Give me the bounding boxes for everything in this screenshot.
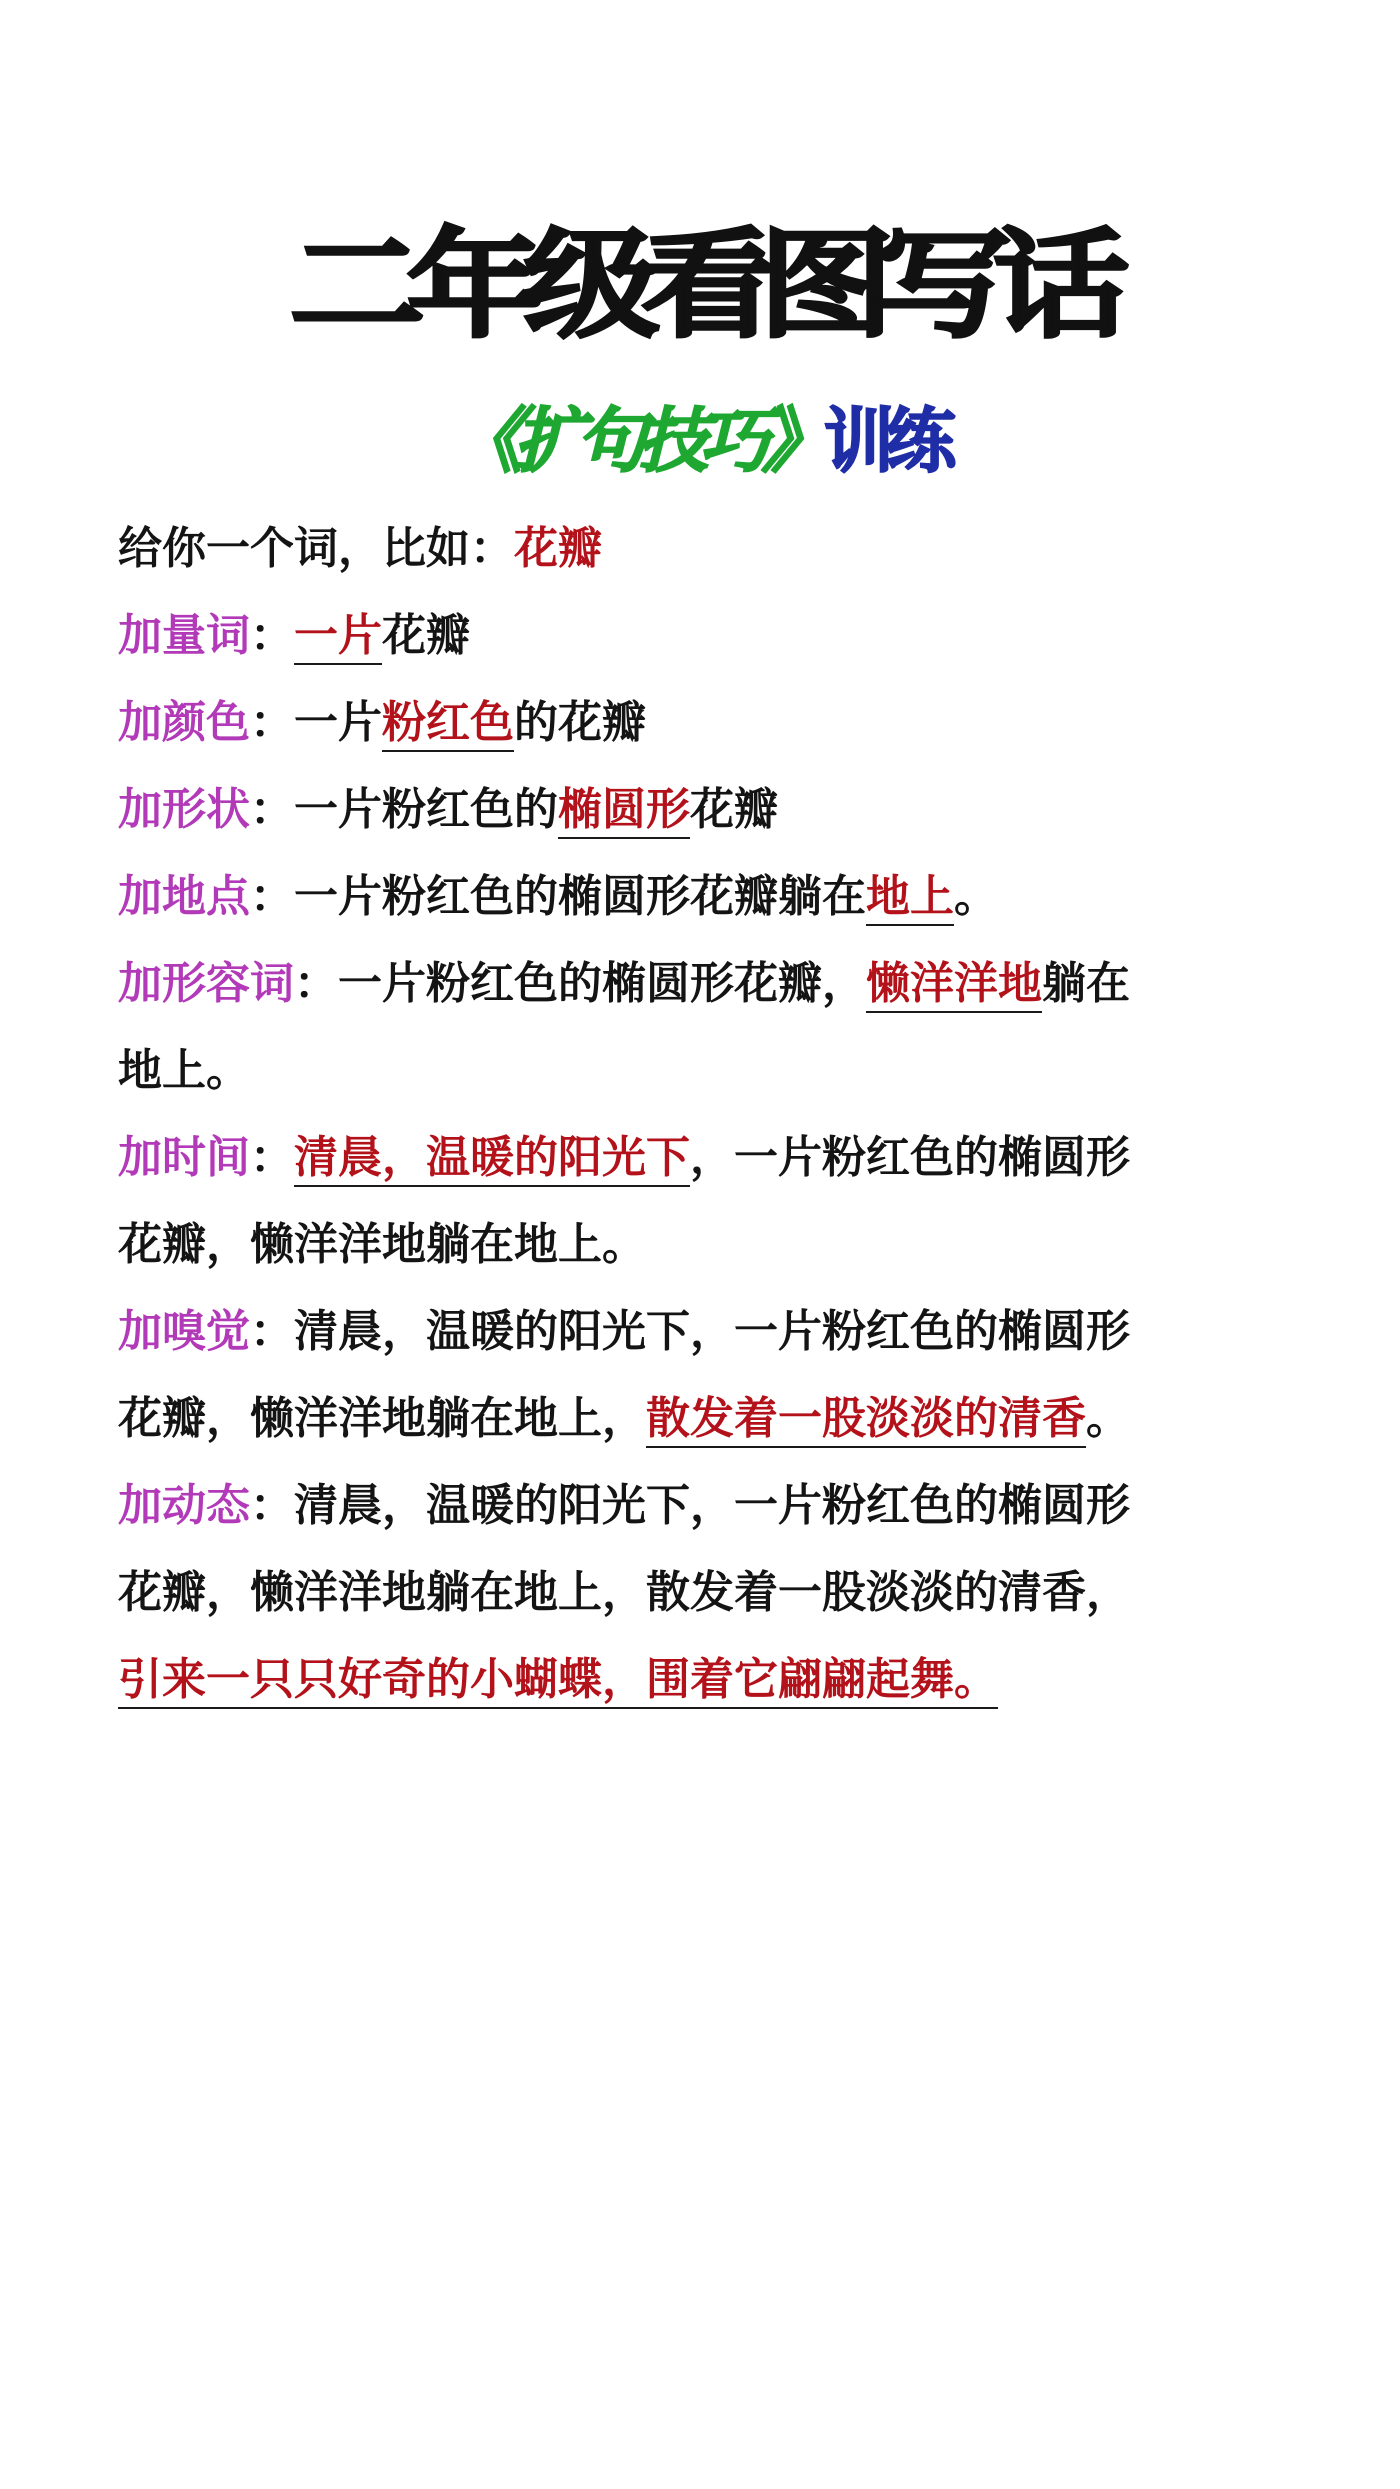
step-shape	[118, 766, 1308, 853]
step-highlight: 散发着一股淡淡的清香	[646, 1393, 1086, 1448]
intro-text: 给你一个词，比如：	[118, 523, 514, 574]
step-highlight: 椭圆形	[558, 784, 690, 839]
step-highlight: 地上	[866, 871, 954, 926]
step-time-line1	[118, 1114, 1308, 1201]
step-colon: ：	[250, 1480, 294, 1531]
step-post: 花瓣	[382, 610, 470, 661]
intro-word: 花瓣	[514, 523, 602, 574]
step-colon: ：	[294, 958, 338, 1009]
step-pre: 一片粉红色的椭圆形花瓣，	[338, 958, 866, 1009]
step-smell-line1	[118, 1288, 1308, 1375]
step-post: 的花瓣	[514, 697, 646, 748]
step-pre: 一片粉红色的椭圆形花瓣躺在	[294, 871, 866, 922]
step-label: 加颜色	[118, 697, 250, 748]
step-adjective-line1	[118, 940, 1308, 1027]
step-text: 花瓣，懒洋洋地躺在地上，散发着一股淡淡的清香，	[118, 1567, 1130, 1618]
step-time-line2	[118, 1201, 1308, 1288]
step-highlight: 粉红色	[382, 697, 514, 752]
intro-line	[118, 505, 1308, 592]
step-place	[118, 853, 1308, 940]
step-pre: 一片	[294, 697, 382, 748]
step-color	[118, 679, 1308, 766]
step-label: 加动态	[118, 1480, 250, 1531]
step-adjective-line2	[118, 1027, 1308, 1114]
step-motion-line1	[118, 1462, 1308, 1549]
step-highlight: 清晨，温暖的阳光下	[294, 1132, 690, 1187]
step-label: 加形容词	[118, 958, 294, 1009]
step-highlight: 一片	[294, 610, 382, 665]
page-subtitle	[0, 385, 1400, 486]
step-post: ，一片粉红色的椭圆形	[690, 1132, 1130, 1183]
step-colon: ：	[250, 610, 294, 661]
subtitle-book-title: 《扩句技巧》	[452, 400, 824, 482]
step-colon: ：	[250, 1132, 294, 1183]
step-text: 清晨，温暖的阳光下，一片粉红色的椭圆形	[294, 1480, 1130, 1531]
step-label: 加形状	[118, 784, 250, 835]
step-colon: ：	[250, 784, 294, 835]
page-title: 二年级看图写话	[289, 216, 1111, 354]
step-quantifier	[118, 592, 1308, 679]
step-post: 。	[1086, 1393, 1130, 1444]
step-highlight: 懒洋洋地	[866, 958, 1042, 1013]
step-label: 加时间	[118, 1132, 250, 1183]
step-colon: ：	[250, 1306, 294, 1357]
step-smell-line2	[118, 1375, 1308, 1462]
step-label: 加量词	[118, 610, 250, 661]
step-motion-line3	[118, 1636, 1308, 1723]
step-pre: 一片粉红色的	[294, 784, 558, 835]
lesson-content	[118, 505, 1308, 1723]
step-post: 躺在	[1042, 958, 1130, 1009]
step-continuation: 花瓣，懒洋洋地躺在地上。	[118, 1219, 646, 1270]
step-motion-line2	[118, 1549, 1308, 1636]
step-post: 。	[954, 871, 998, 922]
step-label: 加地点	[118, 871, 250, 922]
step-continuation: 地上。	[118, 1045, 250, 1096]
step-text: 清晨，温暖的阳光下，一片粉红色的椭圆形	[294, 1306, 1130, 1357]
step-highlight: 引来一只只好奇的小蝴蝶，围着它翩翩起舞。	[118, 1654, 998, 1709]
step-colon: ：	[250, 871, 294, 922]
step-colon: ：	[250, 697, 294, 748]
step-label: 加嗅觉	[118, 1306, 250, 1357]
step-post: 花瓣	[690, 784, 778, 835]
subtitle-training: 训练	[824, 400, 948, 482]
step-pre: 花瓣，懒洋洋地躺在地上，	[118, 1393, 646, 1444]
